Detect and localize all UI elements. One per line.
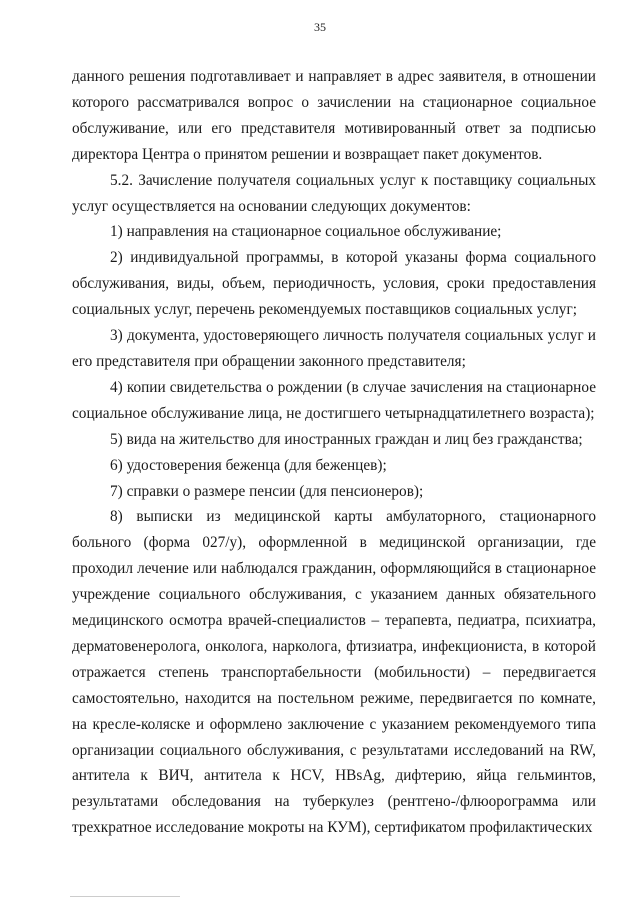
list-item-8: 8) выписки из медицинской карты амбулаторного, стационарного больного (форма 027/у), оформленной в медицинской организации, где проходил лечение или наблюдался гражданин, оформляющийся в стационарное учреждение социального обслуживания, с указанием данных обязательного медицинского осмотра врачей-специалистов – терапевта, педиатра, психиатра, дерматовенеролога, онколога, нарколога, фтизиатра, инфекциониста, в которой отражается степень транспортабельности (мобильности) – передвигается самостоятельно, находится на постельном режиме, передвигается по комнате, на кресле-коляске и оформлено заключение с указанием рекомендуемого типа организации социального обслуживания, с результатами исследований на RW, антитела к ВИЧ, антитела к HCV, HBsAg, дифтерию, яйца гельминтов, результатами обследования на туберкулез (рентгено-/флюорограмма или трехкратное исследование мокроты на КУМ), сертификатом профилактических [72, 508, 596, 837]
list-item-1: 1) направления на стационарное социальное обслуживание; [110, 223, 502, 241]
list-item-4: 4) копии свидетельства о рождении (в случае зачисления на стационарное социальное обслуживание лица, не достигшего четырнадцатилетнего возраста); [72, 378, 596, 422]
page-number: 35 [314, 20, 326, 34]
list-item-6: 6) удостоверения беженца (для беженцев); [110, 456, 387, 474]
list-item-7: 7) справки о размере пенсии (для пенсионеров); [110, 482, 424, 500]
scan-edge-mark [70, 896, 180, 897]
document-body [72, 64, 596, 841]
paragraph-decision-continuation: данного решения подготавливает и направляет в адрес заявителя, в отношении которого рассматривался вопрос о зачислении на стационарное социальное обслуживание, или его представителя мотивированный ответ за подписью директора Центра о принятом решении и возвращает пакет документов. [72, 68, 596, 163]
list-item-3: 3) документа, удостоверяющего личность получателя социальных услуг и его представителя при обращении законного представителя; [72, 327, 596, 370]
paragraph-section-5-2: 5.2. Зачисление получателя социальных услуг к поставщику социальных услуг осуществляется на основании следующих документов: [72, 171, 596, 215]
list-item-2: 2) индивидуальной программы, в которой указаны форма социального обслуживания, виды, объем, периодичность, условия, сроки предоставления социальных услуг, перечень рекомендуемых поставщиков социальных услуг; [72, 249, 596, 319]
list-item-5: 5) вида на жительство для иностранных граждан и лиц без гражданства; [110, 430, 583, 448]
